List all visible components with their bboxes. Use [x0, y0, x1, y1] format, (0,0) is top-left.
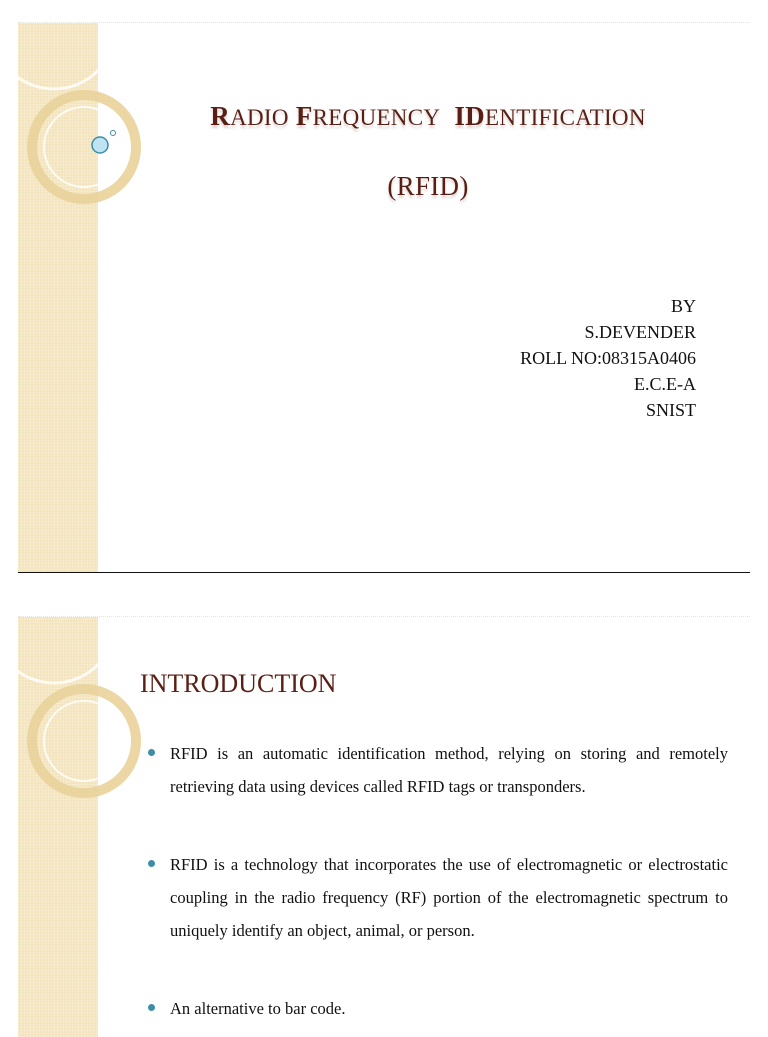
bullet-item [148, 992, 728, 1025]
introduction-slide [18, 616, 750, 1037]
bullet-list [148, 737, 728, 1037]
byline-by: BY [670, 296, 696, 316]
bullet-item [148, 848, 728, 947]
byline-college: SNIST [645, 400, 696, 420]
bullet-text: An alternative to bar code. [170, 999, 346, 1018]
title-slide [18, 22, 750, 573]
bullet-text: RFID is a technology that incorporates the use of electromagnetic or electrostatic coupling in the radio frequency (RF) portion of the electromagnetic spectrum to uniquely identify an object, animal, or person. [170, 855, 728, 940]
slide-divider [18, 572, 750, 573]
slide-title-line-2: (RFID) [387, 171, 469, 201]
author-block [520, 293, 696, 423]
bullet-item [148, 737, 728, 803]
title-word: IDENTIFICATION [454, 101, 646, 131]
title-word: RADIO [210, 101, 289, 131]
bullet-text: RFID is an automatic identification method, relying on storing and remotely retrieving data using devices called RFID tags or transponders. [170, 744, 728, 796]
bullet-icon [148, 749, 155, 756]
bullet-icon [148, 1004, 155, 1011]
byline-name: S.DEVENDER [584, 322, 696, 342]
byline-roll: ROLL NO:08315A0406 [520, 348, 696, 368]
decorative-circles-icon [18, 23, 158, 283]
bullet-icon [148, 860, 155, 867]
title-word: FREQUENCY [295, 101, 441, 131]
byline-dept: E.C.E-A [634, 374, 696, 394]
slide-title-line-1 [128, 101, 728, 132]
decorative-circles-icon [18, 617, 158, 877]
slide-heading: INTRODUCTION [140, 669, 337, 698]
